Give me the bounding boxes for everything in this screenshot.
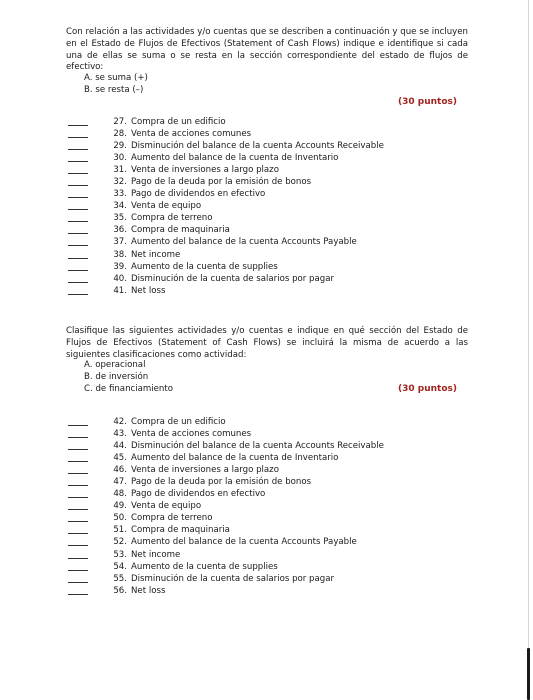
item-text: Pago de dividendos en efectivo <box>131 489 266 500</box>
list-item <box>68 285 468 297</box>
item-text: Compra de terreno <box>131 213 213 224</box>
item-text: Disminución de la cuenta de salarios por pagar <box>131 273 335 284</box>
item-number: 54. <box>113 561 127 572</box>
item-text: Venta de equipo <box>131 501 202 512</box>
answer-blank[interactable] <box>68 282 88 283</box>
list-item <box>68 500 468 512</box>
list-item <box>68 416 468 428</box>
item-text: Pago de la deuda por la emisión de bonos <box>131 177 312 188</box>
answer-blank[interactable] <box>68 582 88 583</box>
section1-points: (30 puntos) <box>398 97 457 107</box>
item-number: 31. <box>113 165 127 176</box>
item-number: 39. <box>113 261 127 272</box>
item-text: Compra de un edificio <box>131 417 226 427</box>
item-text: Net income <box>131 249 181 260</box>
section1-option-a: A. se suma (+) <box>84 73 148 83</box>
list-item <box>68 224 468 236</box>
item-text: Venta de acciones comunes <box>131 429 252 440</box>
vertical-scrollbar[interactable] <box>527 648 530 700</box>
item-number: 37. <box>113 237 127 248</box>
answer-blank[interactable] <box>68 294 88 295</box>
item-number: 33. <box>113 189 127 200</box>
item-text: Compra de maquinaria <box>131 225 230 236</box>
answer-blank[interactable] <box>68 509 88 510</box>
answer-blank[interactable] <box>68 197 88 198</box>
answer-blank[interactable] <box>68 533 88 534</box>
section2-item-list <box>68 416 468 597</box>
item-number: 43. <box>113 429 127 440</box>
item-number: 45. <box>113 453 127 464</box>
list-item <box>68 249 468 261</box>
list-item <box>68 176 468 188</box>
list-item <box>68 164 468 176</box>
list-item <box>68 452 468 464</box>
section1-option-b: B. se resta (–) <box>84 85 144 95</box>
item-text: Aumento del balance de la cuenta de Inventario <box>131 453 339 464</box>
item-number: 51. <box>113 525 127 536</box>
answer-blank[interactable] <box>68 545 88 546</box>
list-item <box>68 236 468 248</box>
answer-blank[interactable] <box>68 125 88 126</box>
item-text: Pago de la deuda por la emisión de bonos <box>131 477 312 488</box>
section2-points: (30 puntos) <box>398 384 457 394</box>
item-text: Disminución de la cuenta de salarios por pagar <box>131 573 335 584</box>
answer-blank[interactable] <box>68 461 88 462</box>
section1-item-list <box>68 116 468 297</box>
item-number: 44. <box>113 441 127 452</box>
list-item <box>68 261 468 273</box>
answer-blank[interactable] <box>68 449 88 450</box>
list-item <box>68 512 468 524</box>
answer-blank[interactable] <box>68 594 88 595</box>
item-number: 56. <box>113 585 127 596</box>
answer-blank[interactable] <box>68 137 88 138</box>
item-text: Aumento del balance de la cuenta de Inventario <box>131 153 339 164</box>
item-number: 29. <box>113 141 127 152</box>
list-item <box>68 549 468 561</box>
item-number: 47. <box>113 477 127 488</box>
item-text: Venta de inversiones a largo plazo <box>131 165 279 176</box>
answer-blank[interactable] <box>68 209 88 210</box>
item-number: 36. <box>113 225 127 236</box>
list-item <box>68 188 468 200</box>
item-text: Venta de acciones comunes <box>131 129 252 140</box>
item-text: Compra de maquinaria <box>131 525 230 536</box>
answer-blank[interactable] <box>68 233 88 234</box>
answer-blank[interactable] <box>68 425 88 426</box>
list-item <box>68 200 468 212</box>
item-number: 46. <box>113 465 127 476</box>
list-item <box>68 476 468 488</box>
section2-option-c: C. de financiamiento <box>84 384 174 394</box>
section2-option-a: A. operacional <box>84 360 146 370</box>
section1-instructions: Con relación a las actividades y/o cuentas que se describen a continuación y que se incluyen en el Estado de Flujos de Efectivos (Statement of Cash Flows) indique e identifique si cada una de ellas se suma o se resta en la sección correspondiente del estado de flujos de efectivo: <box>66 27 468 73</box>
list-item <box>68 212 468 224</box>
answer-blank[interactable] <box>68 185 88 186</box>
item-number: 32. <box>113 177 127 188</box>
item-number: 28. <box>113 129 127 140</box>
answer-blank[interactable] <box>68 258 88 259</box>
list-item <box>68 585 468 597</box>
answer-blank[interactable] <box>68 485 88 486</box>
item-text: Net loss <box>131 585 166 596</box>
item-number: 49. <box>113 501 127 512</box>
answer-blank[interactable] <box>68 270 88 271</box>
list-item <box>68 152 468 164</box>
list-item <box>68 561 468 573</box>
list-item <box>68 128 468 140</box>
item-text: Venta de inversiones a largo plazo <box>131 465 279 476</box>
answer-blank[interactable] <box>68 558 88 559</box>
answer-blank[interactable] <box>68 497 88 498</box>
item-text: Compra de un edificio <box>131 117 226 127</box>
item-number: 40. <box>113 273 127 284</box>
list-item <box>68 440 468 452</box>
item-number: 30. <box>113 153 127 164</box>
item-number: 35. <box>113 213 127 224</box>
answer-blank[interactable] <box>68 245 88 246</box>
list-item <box>68 428 468 440</box>
list-item <box>68 536 468 548</box>
list-item <box>68 573 468 585</box>
item-text: Aumento del balance de la cuenta Accounts Payable <box>131 537 357 548</box>
answer-blank[interactable] <box>68 149 88 150</box>
item-number: 50. <box>113 513 127 524</box>
item-number: 52. <box>113 537 127 548</box>
answer-blank[interactable] <box>68 221 88 222</box>
item-number: 48. <box>113 489 127 500</box>
item-text: Disminución del balance de la cuenta Accounts Receivable <box>131 141 384 152</box>
item-number: 41. <box>113 285 127 296</box>
list-item <box>68 464 468 476</box>
list-item <box>68 524 468 536</box>
answer-blank[interactable] <box>68 161 88 162</box>
item-number: 34. <box>113 201 127 212</box>
item-text: Aumento del balance de la cuenta Accounts Payable <box>131 237 357 248</box>
item-number: 55. <box>113 573 127 584</box>
item-text: Aumento de la cuenta de supplies <box>131 561 278 572</box>
item-text: Disminución del balance de la cuenta Accounts Receivable <box>131 441 384 452</box>
list-item <box>68 273 468 285</box>
answer-blank[interactable] <box>68 173 88 174</box>
answer-blank[interactable] <box>68 473 88 474</box>
item-number: 38. <box>113 249 127 260</box>
answer-blank[interactable] <box>68 521 88 522</box>
answer-blank[interactable] <box>68 570 88 571</box>
item-text: Compra de terreno <box>131 513 213 524</box>
item-text: Aumento de la cuenta de supplies <box>131 261 278 272</box>
item-number: 42. <box>113 417 127 427</box>
list-item <box>68 140 468 152</box>
item-text: Net income <box>131 549 181 560</box>
item-number: 27. <box>113 117 127 127</box>
answer-blank[interactable] <box>68 437 88 438</box>
section2-instructions: Clasifique las siguientes actividades y/o cuentas e indique en qué sección del Estado de Flujos de Efectivos (Statement of Cash Flows) se incluirá la misma de acuerdo a las siguientes clasificaciones como actividad: <box>66 326 468 360</box>
item-text: Net loss <box>131 285 166 296</box>
list-item <box>68 488 468 500</box>
item-text: Venta de equipo <box>131 201 202 212</box>
item-number: 53. <box>113 549 127 560</box>
section2-option-b: B. de inversión <box>84 372 149 382</box>
list-item <box>68 116 468 128</box>
item-text: Pago de dividendos en efectivo <box>131 189 266 200</box>
